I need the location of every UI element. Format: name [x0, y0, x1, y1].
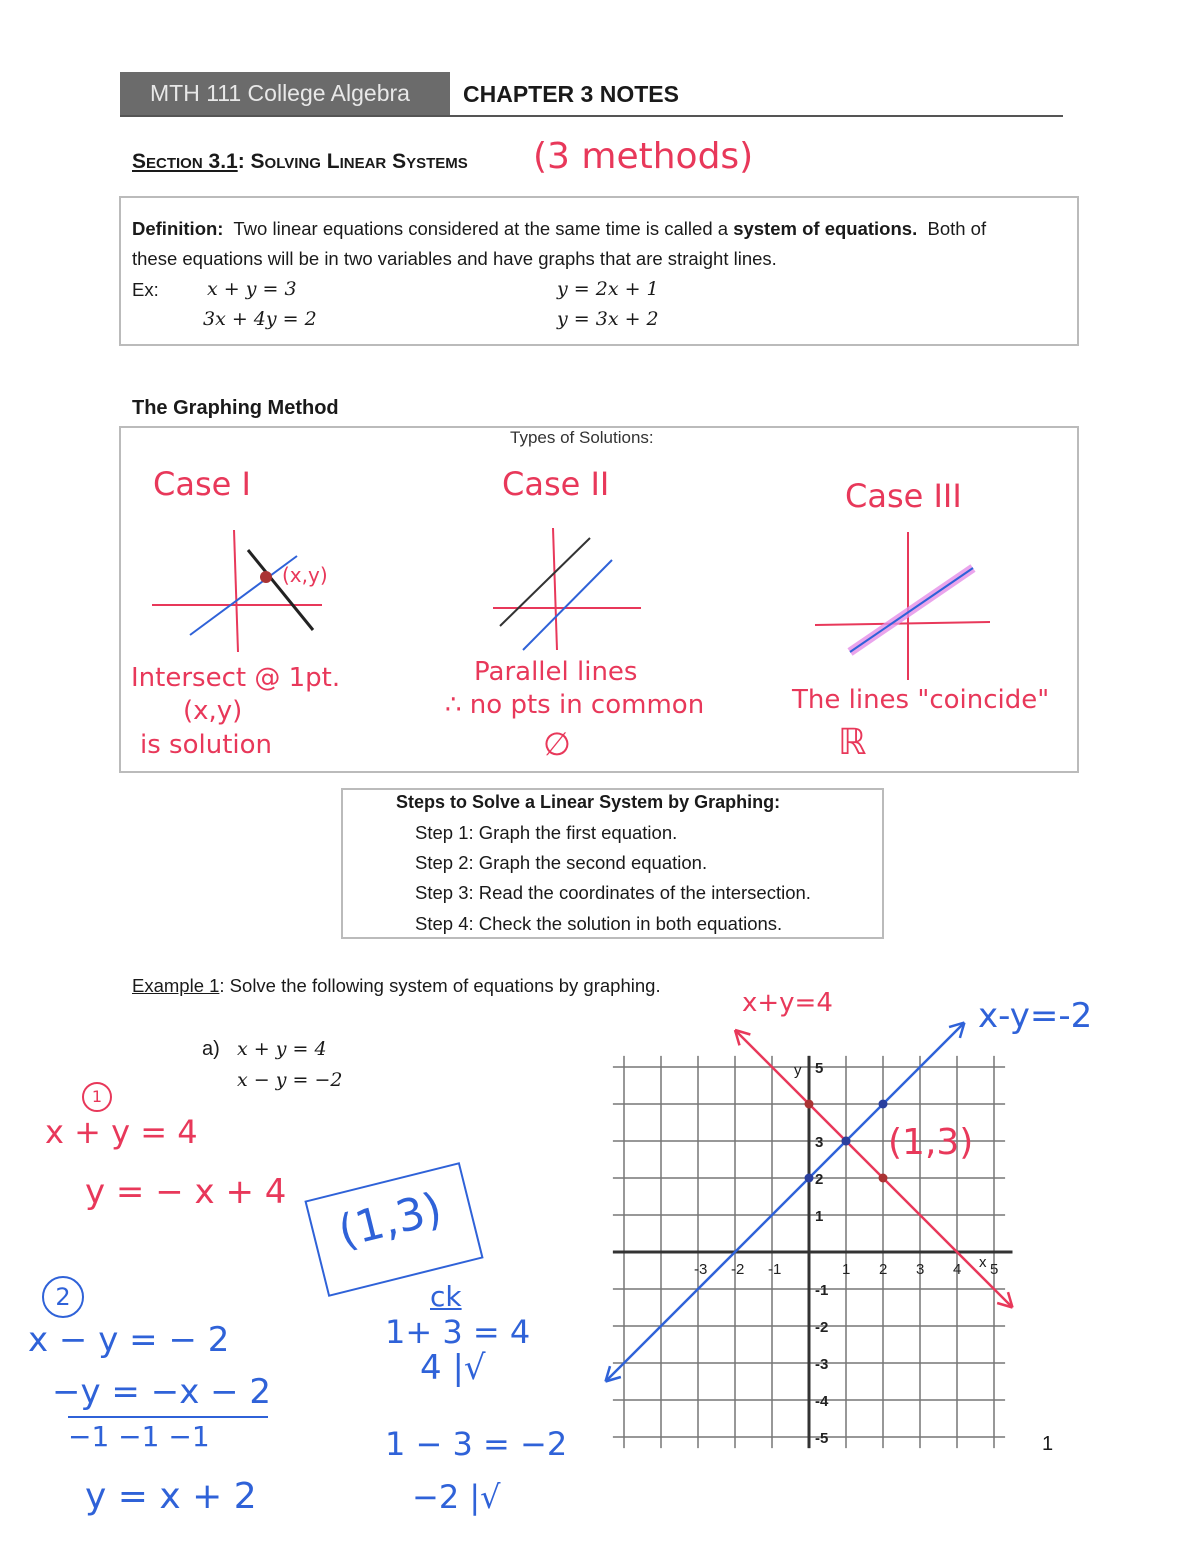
system-eq: x + y = 4 — [237, 1038, 327, 1060]
case-1-title: Case I — [153, 465, 251, 503]
data-point — [842, 1137, 851, 1146]
x-tick-label: 2 — [879, 1261, 888, 1278]
steps-title: Steps to Solve a Linear System by Graphing: — [396, 792, 781, 812]
x-tick-label: -3 — [694, 1261, 708, 1278]
example-eq: x + y = 3 — [207, 278, 297, 300]
series-line-1 — [606, 1023, 965, 1382]
check-line: −2 |√ — [412, 1478, 501, 1516]
definition-label: Definition: — [132, 218, 224, 239]
course-title: MTH 111 College Algebra — [150, 80, 410, 106]
work-line: y = x + 2 — [85, 1476, 257, 1517]
example-label: Example 1 — [132, 975, 220, 996]
case-3-note: The lines "coincide" — [792, 685, 1050, 715]
system-eq: x − y = −2 — [237, 1069, 343, 1091]
section-name: : Solving Linear Systems — [237, 150, 468, 173]
definition-term: system of equations. — [733, 218, 918, 239]
case-3-reals: ℝ — [838, 722, 867, 763]
step-number-1: 1 — [82, 1082, 112, 1112]
work-line: y = − x + 4 — [85, 1172, 287, 1212]
x-axis-label: x — [979, 1254, 987, 1271]
x-tick-label: -1 — [768, 1261, 782, 1278]
check-label: ck — [430, 1280, 462, 1313]
x-tick-label: 1 — [842, 1261, 851, 1278]
types-label: Types of Solutions: — [510, 428, 654, 447]
case-2-title: Case II — [502, 465, 610, 503]
y-tick-label: -2 — [815, 1319, 829, 1336]
work-line: −1 −1 −1 — [68, 1420, 210, 1453]
y-tick-label: -3 — [815, 1356, 829, 1373]
case-3-title: Case III — [845, 477, 962, 515]
check-line: 1+ 3 = 4 — [385, 1313, 531, 1351]
example-eq: y = 3x + 2 — [557, 308, 659, 330]
series-label-blue: x-y=-2 — [978, 996, 1093, 1036]
case-1-note: Intersect @ 1pt. — [131, 663, 341, 693]
case-1-note: (x,y) — [183, 696, 243, 726]
case-2-note: Parallel lines — [474, 657, 638, 687]
series-label-red: x+y=4 — [742, 988, 833, 1018]
x-tick-label: 4 — [953, 1261, 962, 1278]
y-axis-label: y — [794, 1062, 802, 1079]
page-number: 1 — [1042, 1433, 1054, 1455]
part-label: a) — [202, 1038, 220, 1060]
definition-line-2: these equations will be in two variables and have graphs that are straight lines. — [132, 248, 777, 269]
answer: (1,3) — [333, 1183, 447, 1258]
data-point — [879, 1100, 888, 1109]
work-line: x + y = 4 — [45, 1113, 198, 1151]
data-point — [879, 1174, 888, 1183]
y-tick-label: 5 — [815, 1060, 824, 1077]
ex-label: Ex: — [132, 279, 159, 300]
intersection-annotation: (1,3) — [888, 1122, 974, 1163]
check-line: 1 − 3 = −2 — [385, 1425, 568, 1463]
y-tick-label: -5 — [815, 1430, 829, 1447]
y-tick-label: 1 — [815, 1208, 824, 1225]
step-item: Step 2: Graph the second equation. — [415, 852, 708, 873]
x-tick-label: 5 — [990, 1261, 999, 1278]
step-item: Step 4: Check the solution in both equations. — [415, 913, 783, 934]
work-line: −y = −x − 2 — [52, 1372, 272, 1412]
definition-text: Both of — [927, 218, 987, 239]
section-note: (3 methods) — [533, 136, 754, 177]
case-1-note: is solution — [140, 730, 272, 760]
data-point — [805, 1100, 814, 1109]
step-item: Step 3: Read the coordinates of the intersection. — [415, 882, 811, 903]
case-2-note: ∴ no pts in common — [445, 690, 705, 720]
check-line: 4 |√ — [420, 1348, 486, 1388]
example-eq: 3x + 4y = 2 — [203, 308, 317, 330]
case-1-point-label: (x,y) — [282, 563, 328, 587]
step-number-2: 2 — [42, 1276, 84, 1318]
chapter-title: CHAPTER 3 NOTES — [463, 81, 679, 107]
example-text: : Solve the following system of equations by graphing. — [219, 975, 661, 996]
work-line: x − y = − 2 — [28, 1320, 230, 1360]
graphing-heading: The Graphing Method — [132, 397, 339, 419]
y-tick-label: 3 — [815, 1134, 824, 1151]
x-tick-label: -2 — [731, 1261, 745, 1278]
data-point — [805, 1174, 814, 1183]
section-number: Section 3.1 — [132, 150, 238, 173]
y-tick-label: -1 — [815, 1282, 829, 1299]
example-eq: y = 2x + 1 — [557, 278, 659, 300]
y-tick-label: 2 — [815, 1171, 824, 1188]
x-tick-label: 3 — [916, 1261, 925, 1278]
definition-text: Two linear equations considered at the same time is called a — [233, 218, 729, 239]
y-tick-label: -4 — [815, 1393, 829, 1410]
step-item: Step 1: Graph the first equation. — [415, 822, 678, 843]
case-2-empty-set: ∅ — [543, 725, 571, 763]
